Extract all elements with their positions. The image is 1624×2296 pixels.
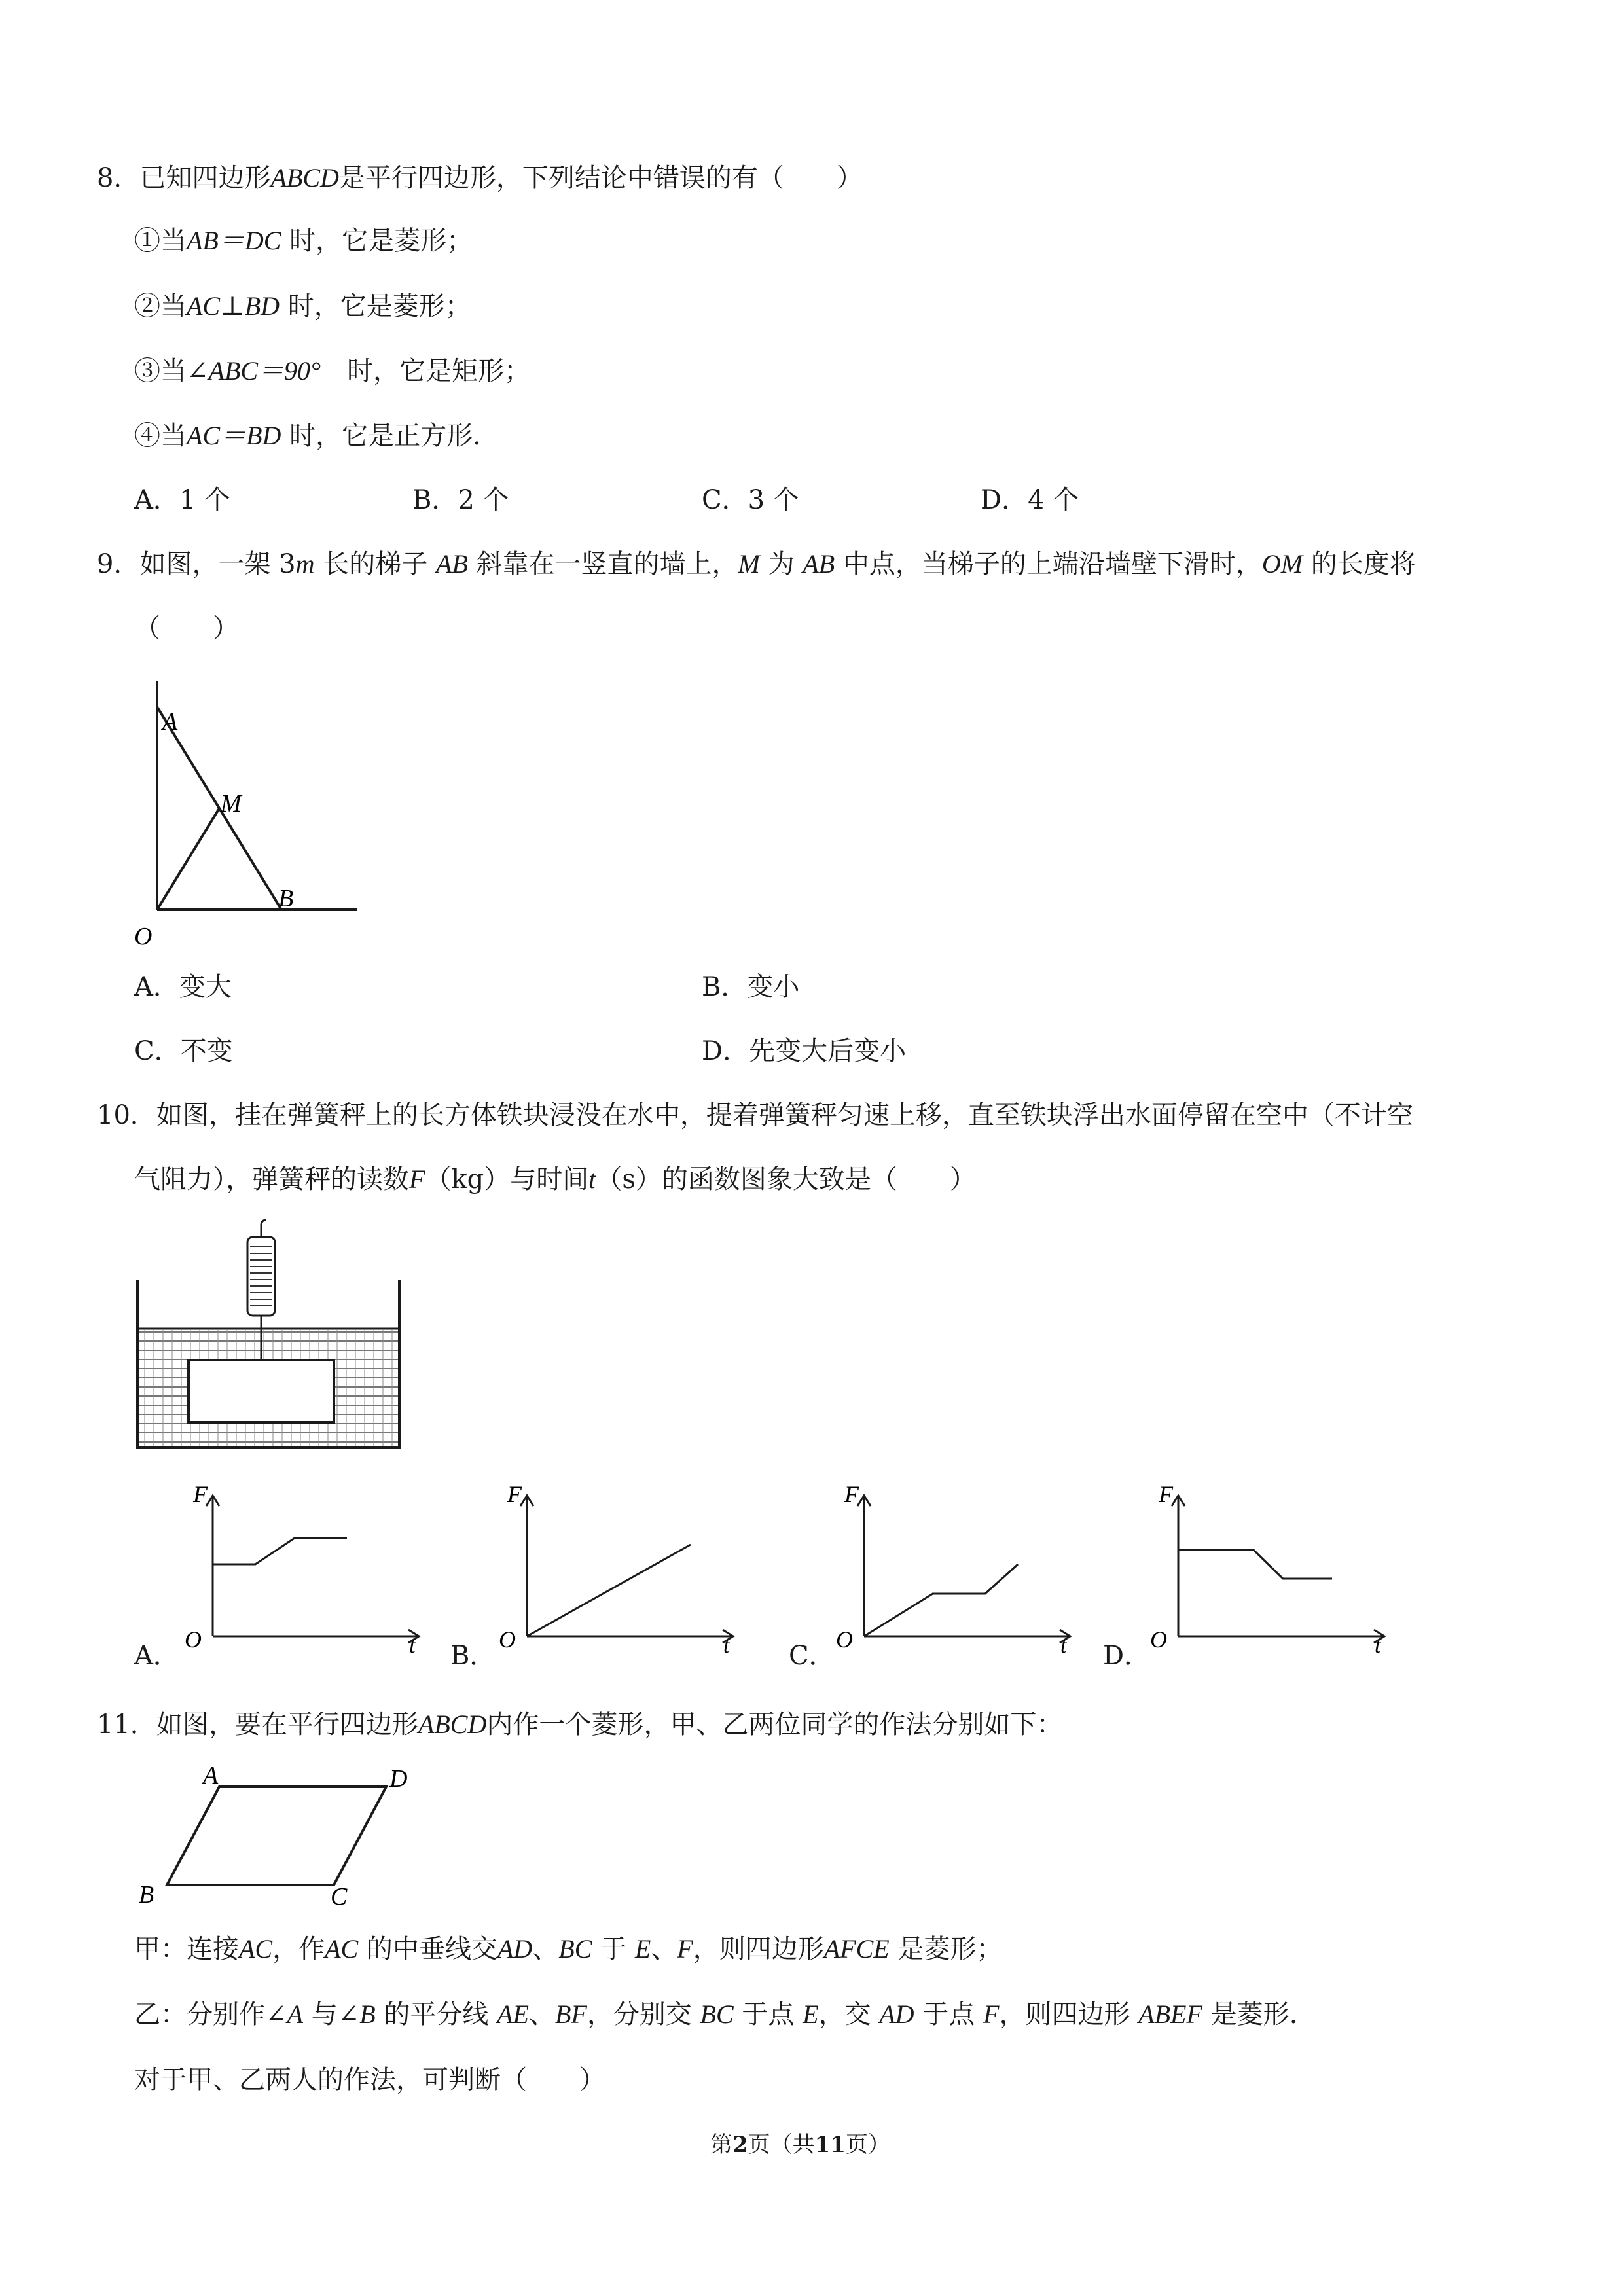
graph-c-line	[864, 1564, 1018, 1636]
label-b: B	[278, 885, 294, 912]
q9-stem: 9．如图，一架 3m 长的梯子 AB 斜靠在一竖直的墙上，M 为 AB 中点，当梯子的上端沿墙壁下滑时，OM 的长度将	[97, 549, 1416, 579]
q10-stem-line1: 10．如图，挂在弹簧秤上的长方体铁块浸没在水中，提着弹簧秤匀速上移，直至铁块浮出水面停留在空中（不计空	[97, 1100, 1413, 1130]
q10-graph-a	[177, 1482, 425, 1659]
page-footer: 第2页（共11页）	[710, 2132, 890, 2158]
label-a: A	[162, 708, 178, 736]
graph-c-f-label: F	[844, 1482, 859, 1507]
q10-option-d: D．	[1103, 1641, 1151, 1671]
label-m: M	[221, 790, 242, 817]
q11-jia: 甲：连接AC，作AC 的中垂线交AD、BC 于 E、F，则四边形AFCE 是菱形；	[134, 1934, 1003, 1964]
iron-block	[189, 1360, 334, 1422]
graph-b-f-label: F	[507, 1482, 522, 1507]
q8-option-b: B．2 个	[412, 485, 509, 515]
segment-om	[157, 808, 219, 910]
q9-option-d: D．先变大后变小	[702, 1036, 907, 1066]
graph-d-t-label: t	[1375, 1634, 1381, 1658]
q11-stem: 11．如图，要在平行四边形ABCD内作一个菱形，甲、乙两位同学的作法分别如下：	[97, 1710, 1063, 1740]
q11-yi: 乙：分别作∠A 与∠B 的平分线 AE、BF，分别交 BC 于点 E，交 AD 于点 F，则四边形 ABEF 是菱形.	[134, 2000, 1298, 2030]
q10-option-c: C．	[789, 1641, 835, 1671]
q8-item-2: ②当AC⊥BD 时，它是菱形；	[134, 291, 471, 321]
q11-parallelogram-figure	[131, 1757, 425, 1908]
spring-scale	[247, 1237, 275, 1316]
graph-b-o-label: O	[499, 1626, 516, 1653]
q8-stem: 8．已知四边形ABCD是平行四边形，下列结论中错误的有（ ）	[97, 163, 863, 193]
q8-option-d: D．4 个	[981, 485, 1079, 515]
q10-option-a: A．	[134, 1641, 179, 1671]
q9-ladder-figure	[131, 664, 373, 956]
graph-c-o-label: O	[836, 1626, 853, 1653]
q8-item-4: ④当AC＝BD 时，它是正方形.	[134, 421, 481, 451]
label-b: B	[139, 1881, 154, 1908]
q8-option-a: A．1 个	[134, 485, 231, 515]
q10-stem-line2: 气阻力），弹簧秤的读数F（kg）与时间t（s）的函数图象大致是（ ）	[134, 1164, 976, 1194]
label-o: O	[134, 923, 153, 950]
q10-graph-c	[828, 1482, 1077, 1659]
graph-d-f-label: F	[1159, 1482, 1173, 1507]
label-d: D	[389, 1765, 408, 1793]
graph-d-o-label: O	[1150, 1626, 1167, 1653]
q8-option-c: C．3 个	[702, 485, 799, 515]
graph-a-line	[213, 1538, 347, 1564]
q8-item-3: ③当∠ABC＝90° 时，它是矩形；	[134, 356, 531, 386]
label-c: C	[331, 1883, 348, 1908]
q8-item-1: ①当AB＝DC 时，它是菱形；	[134, 226, 473, 256]
q10-spring-scale-figure	[131, 1217, 419, 1460]
q9-option-c: C．不变	[134, 1036, 233, 1066]
graph-c-t-label: t	[1060, 1634, 1067, 1658]
scale-hook	[261, 1220, 266, 1237]
graph-a-t-label: t	[409, 1634, 416, 1658]
q10-graph-b	[491, 1482, 740, 1659]
q11-judge: 对于甲、乙两人的作法，可判断（ ）	[134, 2065, 605, 2095]
graph-a-o-label: O	[185, 1626, 202, 1653]
q10-graph-d	[1142, 1482, 1391, 1659]
q9-option-a: A．变大	[134, 972, 232, 1002]
graph-b-line	[527, 1545, 691, 1636]
q9-paren: （ ）	[134, 613, 239, 643]
graph-a-f-label: F	[193, 1482, 208, 1507]
parallelogram-abcd	[167, 1787, 386, 1885]
graph-b-t-label: t	[723, 1634, 730, 1658]
q9-option-b: B．变小	[702, 972, 800, 1002]
q10-option-b: B．	[450, 1641, 496, 1671]
label-a: A	[203, 1762, 219, 1789]
graph-d-line	[1178, 1550, 1332, 1579]
